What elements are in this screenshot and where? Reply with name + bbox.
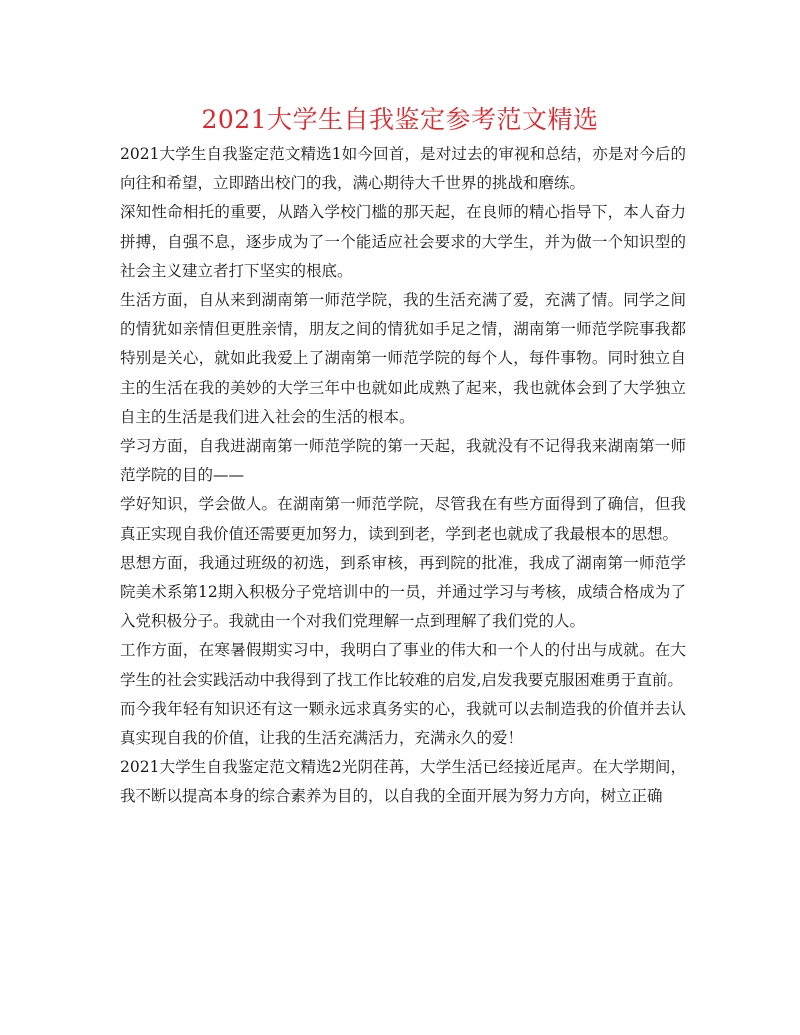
paragraph-sample-two: 2021大学生自我鉴定范文精选2光阴荏苒，大学生活已经接近尾声。在大学期间，我不断以提高本身的综合素养为目的，以自我的全面开展为努力方向，树立正确: [120, 758, 686, 806]
page-title: 2021大学生自我鉴定参考范文精选: [201, 105, 599, 134]
paragraph-work: 工作方面，在寒暑假期实习中，我明白了事业的伟大和一个人的付出与成就。在大学生的社会实践活动中我得到了找工作比较难的启发,启发我要克服困难勇于直前。: [120, 641, 686, 689]
paragraph-intro: 2021大学生自我鉴定范文精选1如今回首，是对过去的审视和总结，亦是对今后的向往和希望，立即踏出校门的我，满心期待大千世界的挑战和磨练。: [120, 145, 686, 193]
paragraph-study-continued: 学好知识，学会做人。在湖南第一师范学院，尽管我在有些方面得到了确信，但我真正实现自我价值还需要更加努力，读到到老，学到老也就成了我最根本的思想。: [120, 495, 686, 543]
document-body: [120, 140, 686, 812]
paragraph-study: 学习方面，自我进湖南第一师范学院的第一天起，我就没有不记得我来湖南第一师范学院的目的——: [120, 437, 686, 485]
paragraph-life: 生活方面，自从来到湖南第一师范学院，我的生活充满了爱，充满了情。同学之间的情犹如亲情但更胜亲情，朋友之间的情犹如手足之情，湖南第一师范学院事我都特别是关心，就如此我爱上了湖南第一师范学院的每个人，每件事物。同时独立自主的生活在我的美妙的大学三年中也就如此成熟了起来，我也就体会到了大学独立自主的生活是我们进入社会的生活的根本。: [120, 291, 686, 426]
paragraph-commitment: 深知性命相托的重要，从踏入学校门槛的那天起，在良师的精心指导下，本人奋力拼搏，自强不息，逐步成为了一个能适应社会要求的大学生，并为做一个知识型的社会主义建立者打下坚实的根底。: [120, 203, 686, 280]
paragraph-conclusion: 而今我年轻有知识还有这一颗永远求真务实的心，我就可以去制造我的价值并去认真实现自我的价值，让我的生活充满活力，充满永久的爱！: [120, 699, 686, 748]
paragraph-thought: 思想方面，我通过班级的初选，到系审核，再到院的批准，我成了湖南第一师范学院美术系第12期入积极分子党培训中的一员，并通过学习与考核，成绩合格成为了入党积极分子。我就由一个对我们党理解一点到理解了我们党的人。: [120, 553, 686, 631]
